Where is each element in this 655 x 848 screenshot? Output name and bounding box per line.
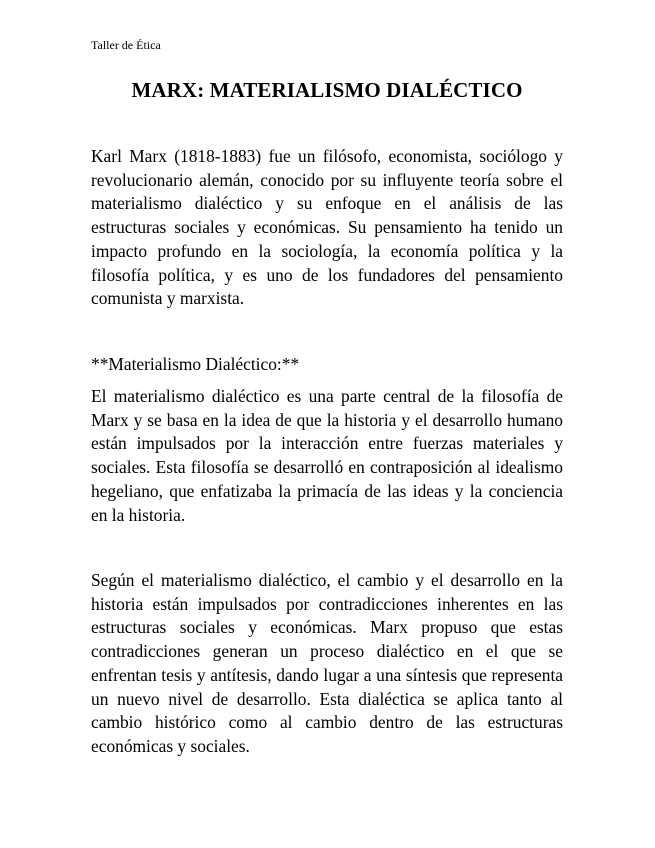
document-title: MARX: MATERIALISMO DIALÉCTICO xyxy=(131,78,523,102)
paragraph-contradictions: Según el materialismo dialéctico, el cambio y el desarrollo en la historia están impulsados por contradicciones inherentes en las estructuras sociales y económicas. Marx propuso que estas contradicciones generan un proceso dialéctico en el que se enfrentan tesis y antítesis, dando lugar a una síntesis que representa un nuevo nivel de desarrollo. Esta dialéctica se aplica tanto al cambio histórico como al cambio dentro de las estructuras económicas y sociales. xyxy=(91,570,563,756)
page-header: Taller de Ética xyxy=(91,38,161,52)
paragraph-intro: Karl Marx (1818-1883) fue un filósofo, economista, sociólogo y revolucionario alemán, conocido por su influyente teoría sobre el materialismo dialéctico y su enfoque en el análisis de las estructuras sociales y económicas. Su pensamiento ha tenido un impacto profundo en la sociología, la economía política y la filosofía política, y es uno de los fundadores del pensamiento comunista y marxista. xyxy=(91,146,563,309)
section-heading: **Materialismo Dialéctico:** xyxy=(91,354,300,374)
paragraph-definition: El materialismo dialéctico es una parte central de la filosofía de Marx y se basa en la idea de que la historia y el desarrollo humano están impulsados por la interacción entre fuerzas materiales y sociales. Esta filosofía se desarrolló en contraposición al idealismo hegeliano, que enfatizaba la primacía de las ideas y la conciencia en la historia. xyxy=(91,386,563,525)
